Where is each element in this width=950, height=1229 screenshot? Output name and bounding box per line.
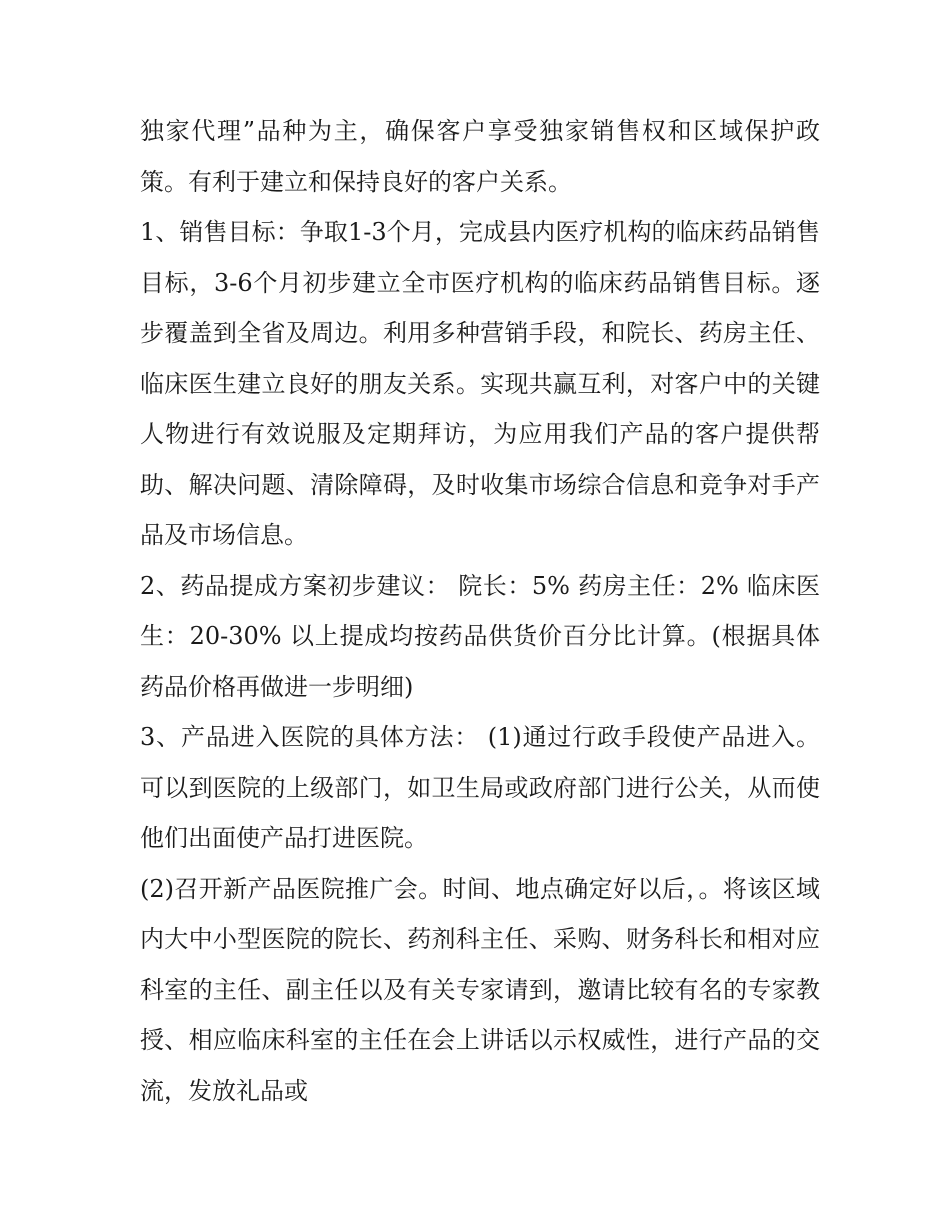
paragraph-commission-plan: 2、药品提成方案初步建议： 院长：5% 药房主任：2% 临床医生：20-30% 以上提成均按药品供货价百分比计算。(根据具体药品价格再做进一步明细) — [140, 571, 820, 701]
paragraph-promotion-meeting: (2)召开新产品医院推广会。时间、地点确定好以后，。将该区域内大中小型医院的院长、药剂科主任、采购、财务科长和相对应科室的主任、副主任以及有关专家请到，邀请比较有名的专家教授、相应临床科室的主任在会上讲话以示权威性，进行产品的交流，发放礼品或 — [140, 874, 820, 1105]
document-body — [140, 106, 820, 1116]
paragraph-hospital-entry-methods: 3、产品进入医院的具体方法： (1)通过行政手段使产品进入。可以到医院的上级部门，如卫生局或政府部门进行公关，从而使他们出面使产品打进医院。 — [140, 723, 820, 852]
paragraph-sales-target: 1、销售目标：争取1-3个月，完成县内医疗机构的临床药品销售目标，3-6个月初步建立全市医疗机构的临床药品销售目标。逐步覆盖到全省及周边。利用多种营销手段，和院长、药房主任、临床医生建立良好的朋友关系。实现共赢互利，对客户中的关键人物进行有效说服及定期拜访，为应用我们产品的客户提供帮助、解决问题、清除障碍，及时收集市场综合信息和竞争对手产品及市场信息。 — [140, 218, 820, 549]
paragraph-exclusive-agency: 独家代理”品种为主，确保客户享受独家销售权和区域保护政策。有利于建立和保持良好的客户关系。 — [140, 117, 820, 196]
